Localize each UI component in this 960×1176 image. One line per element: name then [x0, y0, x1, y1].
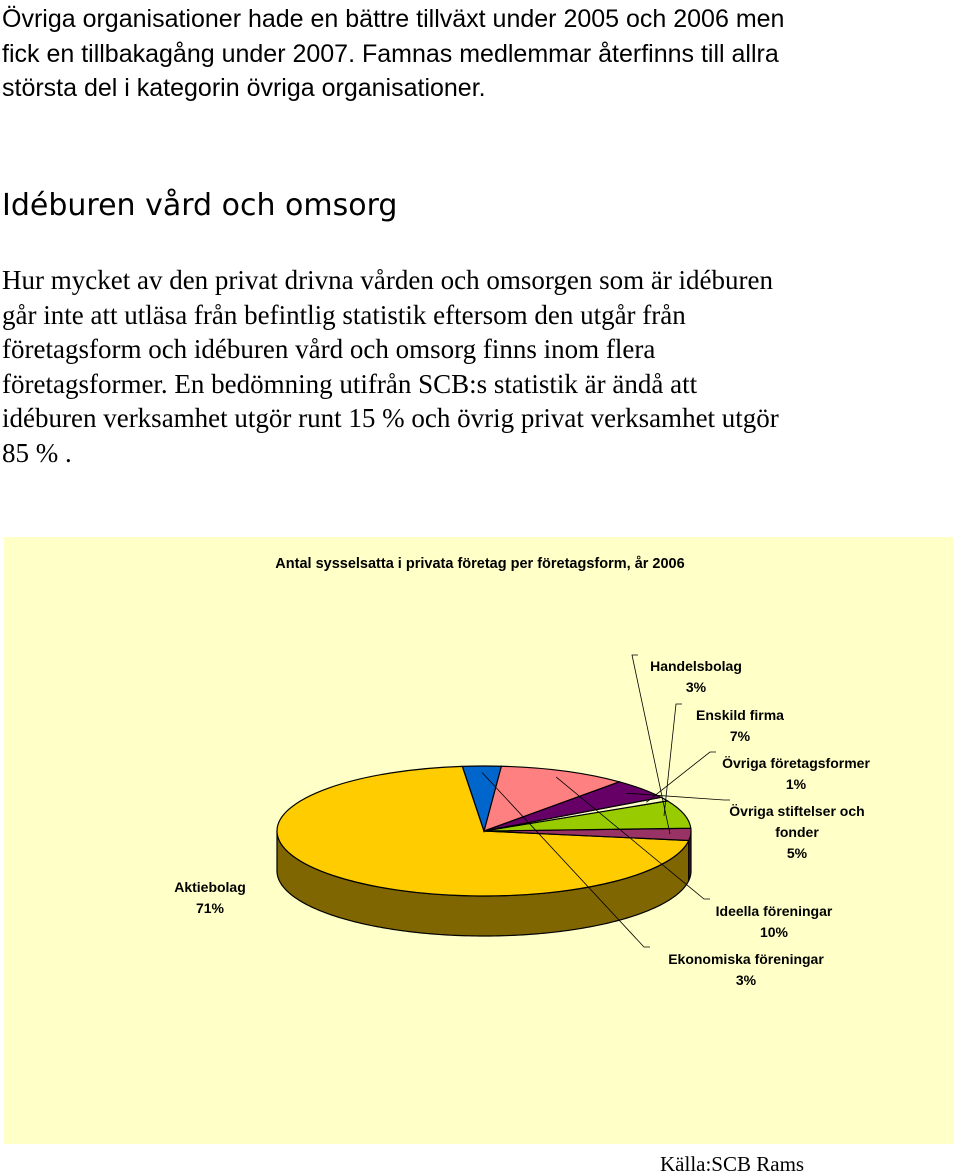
intro-line: Övriga organisationer hade en bättre tillväxt under 2005 och 2006 men	[2, 5, 785, 33]
pie-leader-enskild-firma	[664, 704, 682, 816]
paragraph-line: idéburen verksamhet utgör runt 15 % och övrig privat verksamhet utgör	[2, 403, 779, 434]
pie-label-ovriga-foretagsformer: Övriga företagsformer 1%	[722, 755, 870, 792]
pie-label-ovriga-stiftelser-och-fonder: Övriga stiftelser och fonder 5%	[729, 803, 865, 861]
paragraph-line: företagsform och idéburen vård och omsorg finns inom flera	[2, 334, 656, 365]
paragraph-line: går inte att utläsa från befintlig statistik eftersom den utgår från	[2, 299, 686, 330]
paragraph-line: Hur mycket av den privat drivna vården och omsorgen som är idéburen	[2, 265, 774, 295]
chart-title: Antal sysselsatta i privata företag per företagsform, år 2006	[275, 556, 685, 572]
paragraph-line: företagsformer. En bedömning utifrån SCB:s statistik är ändå att	[2, 368, 698, 399]
intro-line: fick en tillbakagång under 2007. Famnas medlemmar återfinns till allra	[2, 39, 779, 68]
pie-tops	[277, 766, 691, 896]
intro-paragraph	[2, 2, 952, 106]
pie-chart-panel	[4, 537, 954, 1144]
pie-chart	[4, 537, 954, 1144]
paragraph-line: 85 % .	[2, 437, 72, 468]
pie-label-handelsbolag: Handelsbolag 3%	[650, 658, 742, 695]
source-note: Källa:SCB Rams	[660, 1152, 805, 1176]
section-heading: Idéburen vård och omsorg	[2, 188, 398, 223]
pie-label-ekonomiska-foreningar: Ekonomiska föreningar 3%	[668, 951, 824, 988]
pie-label-ideella-foreningar: Ideella föreningar 10%	[715, 903, 833, 940]
pie-label-enskild-firma: Enskild firma 7%	[696, 707, 784, 744]
pie-label-aktiebolag: Aktiebolag 71%	[174, 879, 246, 916]
section-paragraph	[2, 263, 957, 471]
intro-line: största del i kategorin övriga organisationer.	[2, 74, 486, 102]
